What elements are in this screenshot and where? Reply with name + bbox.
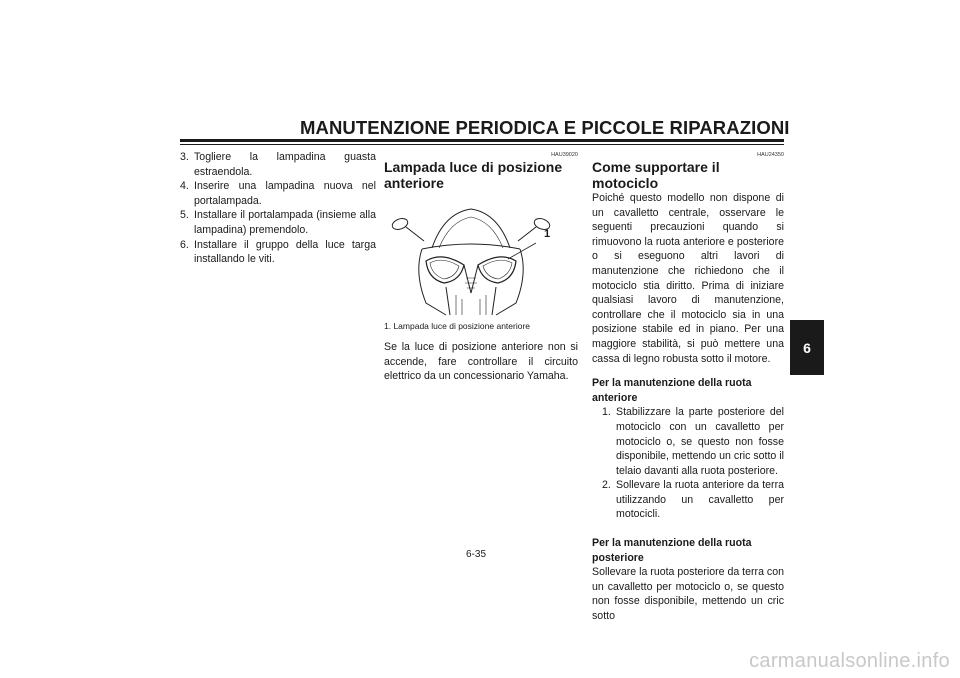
- step-number: 5.: [180, 209, 189, 222]
- step-text: Stabilizzare la parte posteriore del motociclo con un cavalletto per motociclo o, se questo non fosse disponibile, mettendo un cric sotto il telaio davanti alla ruota posteriore.: [616, 406, 784, 477]
- step-5: [180, 208, 376, 237]
- step-text: Installare il portalampada (insieme alla lampadina) premendolo.: [194, 209, 376, 236]
- watermark-text: carmanualsonline.info: [749, 650, 950, 672]
- section-title-support: Come supportare il motociclo: [592, 159, 720, 191]
- figure-motorcycle-front: [384, 203, 559, 318]
- page-number: 6-35: [465, 549, 486, 560]
- column-middle: [384, 150, 578, 384]
- section-title-position-light: Lampada luce di posizione anteriore: [384, 159, 563, 191]
- figure-caption: 1. Lampada luce di posizione anteriore: [384, 321, 531, 331]
- front-step-1: [592, 405, 784, 478]
- step-text: Togliere la lampadina guasta estraendola.: [194, 151, 376, 178]
- step-3: [180, 150, 376, 179]
- header-rule-thick: [180, 139, 784, 142]
- step-text: Inserire una lampadina nuova nel portalampada.: [194, 180, 376, 207]
- step-number: 6.: [180, 238, 189, 251]
- column-right: [592, 150, 784, 624]
- step-number: 1.: [602, 406, 611, 419]
- step-text: Installare il gruppo della luce targa installando le viti.: [194, 238, 376, 266]
- step-6: [180, 238, 376, 267]
- page-header-title: MANUTENZIONE PERIODICA E PICCOLE RIPARAZIONI: [300, 117, 790, 138]
- front-step-2: [592, 478, 784, 522]
- chapter-tab: 6: [790, 320, 824, 375]
- step-number: 3.: [180, 151, 189, 163]
- subheading-rear-wheel: Per la manutenzione della ruota posteriore: [592, 537, 752, 564]
- subheading-front-wheel: Per la manutenzione della ruota anteriore: [592, 377, 752, 404]
- step-number: 2.: [602, 479, 611, 492]
- column-left: [180, 150, 376, 267]
- section-paragraph: Se la luce di posizione anteriore non si accende, fare controllare il circuito elettrico da un concessionario Yamaha.: [384, 341, 578, 383]
- section-code: HAU24350: [757, 152, 784, 158]
- figure-callout-number: 1: [544, 228, 551, 240]
- section-intro: Poiché questo modello non dispone di un cavalletto centrale, osservare le seguenti precauzioni quando si rimuovono la ruota anteriore e posteriore o si eseguono altri lavori di manutenzione che richiedono che il motociclo stia diritto. Prima di iniziare qualsiasi lavoro di manutenzione, controllare che il motociclo sia in una posizione stabile ed in piano. Per una maggiore stabilità, si può mettere una cassa di legno robusta sotto il motore.: [592, 192, 784, 365]
- step-4: [180, 179, 376, 208]
- motorcycle-front-illustration: [384, 203, 559, 318]
- step-number: 4.: [180, 180, 189, 193]
- header-rule-thin: [180, 144, 784, 145]
- section-code: HAU39020: [551, 152, 578, 158]
- step-text: Sollevare la ruota anteriore da terra utilizzando un cavalletto per motocicli.: [616, 479, 784, 521]
- rear-wheel-text: Sollevare la ruota posteriore da terra con un cavalletto per motociclo o, se questo non fosse disponibile, mettendo un cric sotto: [592, 566, 784, 623]
